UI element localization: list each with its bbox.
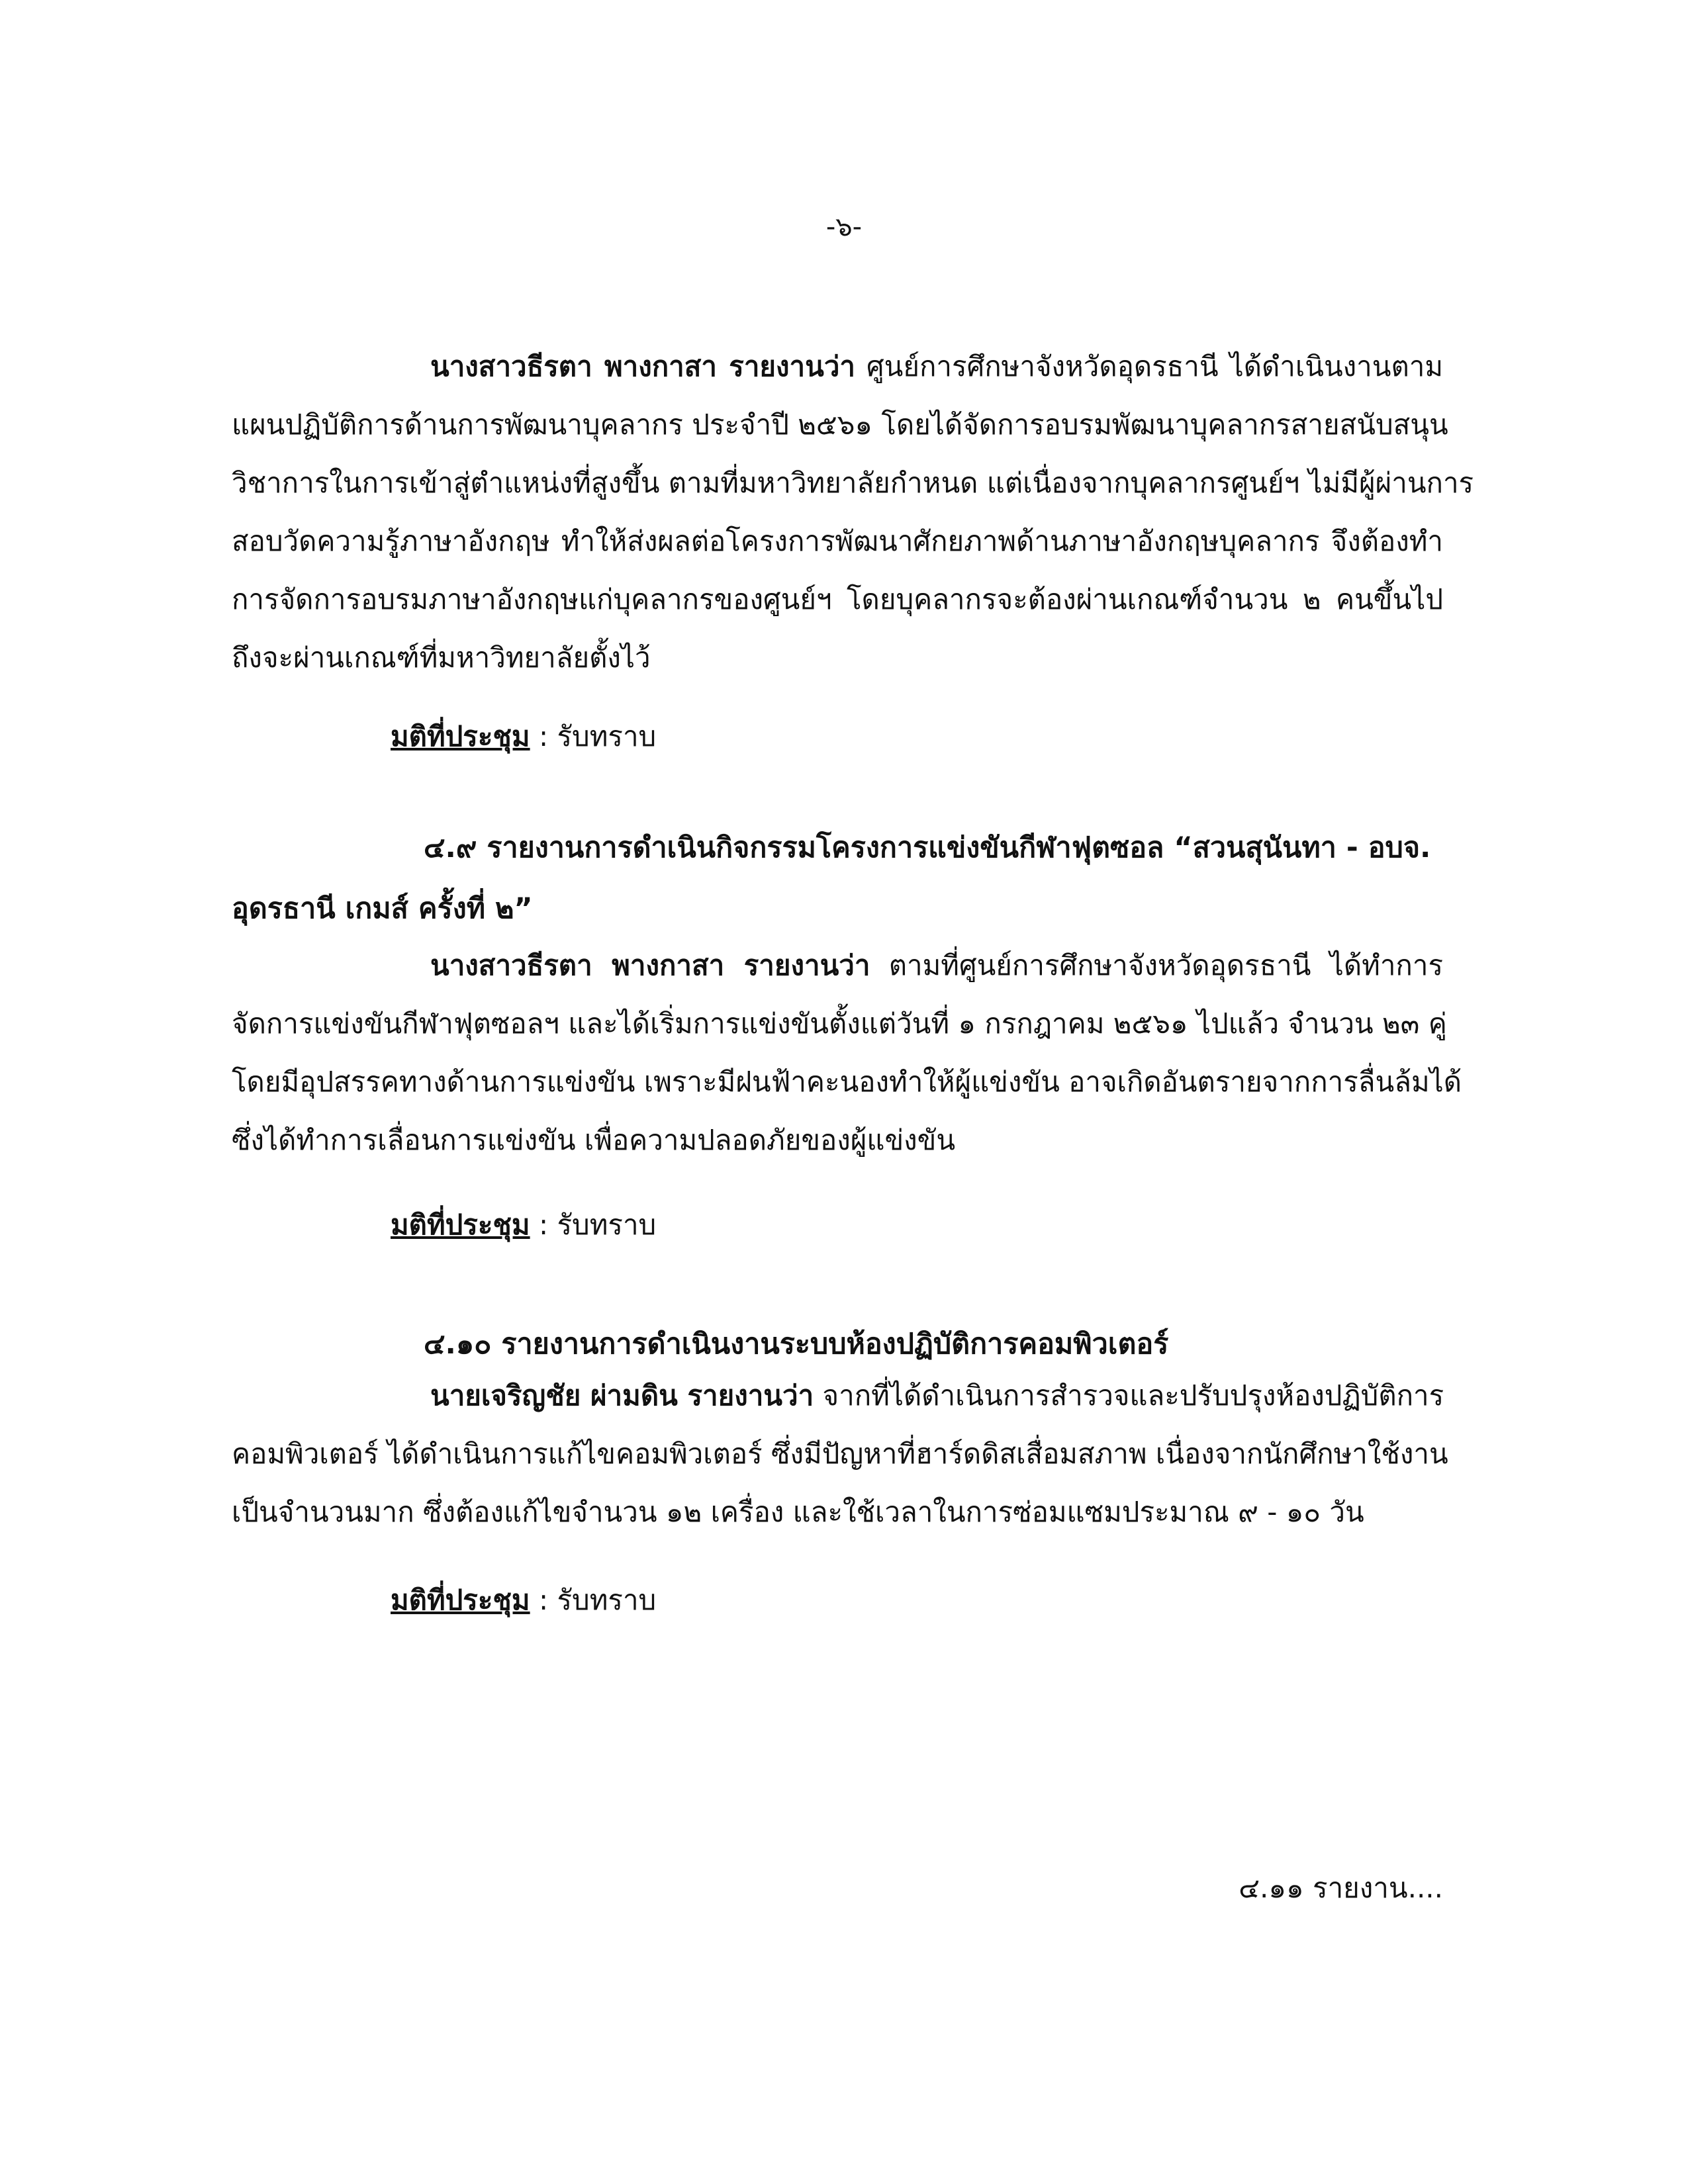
section-3-heading: ๔.๑๐ รายงานการดำเนินงานระบบห้องปฏิบัติการคอมพิวเตอร์ — [424, 1328, 1169, 1361]
paragraph-line: โดยมีอุปสรรคทางด้านการแข่งขัน เพราะมีฝนฟ้าคะนองทำให้ผู้แข่งขัน อาจเกิดอันตรายจากการลื่นล้มได้ — [232, 1066, 1462, 1098]
resolution-label: มติที่ประชุม — [391, 1584, 530, 1616]
resolution-2 — [391, 1203, 656, 1247]
page-number: -๖- — [825, 212, 863, 242]
resolution-text: : รับทราบ — [530, 1208, 657, 1241]
continuation-note: ๔.๑๑ รายงาน.... — [1239, 1872, 1443, 1904]
paragraph-line: วิชาการในการเข้าสู่ตำแหน่งที่สูงขึ้น ตามที่มหาวิทยาลัยกำหนด แต่เนื่องจากบุคลากรศูนย์ฯ ไม่มีผู้ผ่านการ — [232, 467, 1474, 499]
paragraph-line: การจัดการอบรมภาษาอังกฤษแก่บุคลากรของศูนย์ฯ โดยบุคลากรจะต้องผ่านเกณฑ์จำนวน ๒ คนขึ้นไป — [232, 583, 1443, 615]
resolution-text: : รับทราบ — [530, 1584, 657, 1616]
resolution-3 — [391, 1578, 656, 1622]
resolution-text: : รับทราบ — [530, 720, 657, 752]
paragraph-line: คอมพิวเตอร์ ได้ดำเนินการแก้ไขคอมพิวเตอร์ ซึ่งมีปัญหาที่ฮาร์ดดิสเสื่อมสภาพ เนื่องจากนักศึกษาใช้งาน — [232, 1437, 1448, 1470]
speaker-name: นายเจริญชัย ผ่ามดิน รายงานว่า — [430, 1379, 814, 1412]
section-1-body — [232, 338, 1474, 687]
paragraph-line: เป็นจำนวนมาก ซึ่งต้องแก้ไขจำนวน ๑๒ เครื่อง และใช้เวลาในการซ่อมแซมประมาณ ๙ - ๑๐ วัน — [232, 1496, 1364, 1528]
paragraph-line: ถึงจะผ่านเกณฑ์ที่มหาวิทยาลัยตั้งไว้ — [232, 641, 651, 674]
paragraph-line: แผนปฏิบัติการด้านการพัฒนาบุคลากร ประจำปี ๒๕๖๑ โดยได้จัดการอบรมพัฒนาบุคลากรสายสนับสนุน — [232, 408, 1448, 441]
paragraph-line: ซึ่งได้ทำการเลื่อนการแข่งขัน เพื่อความปลอดภัยของผู้แข่งขัน — [232, 1124, 956, 1156]
paragraph-line: จัดการแข่งขันกีฬาฟุตซอลฯ และได้เริ่มการแข่งขันตั้งแต่วันที่ ๑ กรกฎาคม ๒๕๖๑ ไปแล้ว จำนวน ๒๓ คู่ — [232, 1007, 1447, 1040]
resolution-1 — [391, 715, 656, 758]
resolution-label: มติที่ประชุม — [391, 720, 530, 752]
section-2-body — [232, 936, 1462, 1169]
speaker-name: นางสาวธีรตา พางกาสา รายงานว่า — [430, 949, 870, 981]
resolution-label: มติที่ประชุม — [391, 1208, 530, 1241]
paragraph-line: นางสาวธีรตา พางกาสา รายงานว่า ศูนย์การศึกษาจังหวัดอุดรธานี ได้ดำเนินงานตาม — [430, 350, 1443, 383]
paragraph-line: นางสาวธีรตา พางกาสา รายงานว่า ตามที่ศูนย์การศึกษาจังหวัดอุดรธานี ได้ทำการ — [430, 949, 1443, 981]
section-2-heading: ๔.๙ รายงานการดำเนินกิจกรรมโครงการแข่งขันกีฬาฟุตซอล “สวนสุนันทา - อบจ. อุดรธานี เกมส์ ครั้งที่ ๒” — [232, 831, 1431, 925]
paragraph-line: นายเจริญชัย ผ่ามดิน รายงานว่า จากที่ได้ดำเนินการสำรวจและปรับปรุงห้องปฏิบัติการ — [430, 1379, 1444, 1412]
paragraph-line: สอบวัดความรู้ภาษาอังกฤษ ทำให้ส่งผลต่อโครงการพัฒนาศักยภาพด้านภาษาอังกฤษบุคลากร จึงต้องทำ — [232, 525, 1443, 557]
section-3-body — [232, 1367, 1448, 1541]
speaker-name: นางสาวธีรตา พางกาสา รายงานว่า — [430, 350, 855, 383]
